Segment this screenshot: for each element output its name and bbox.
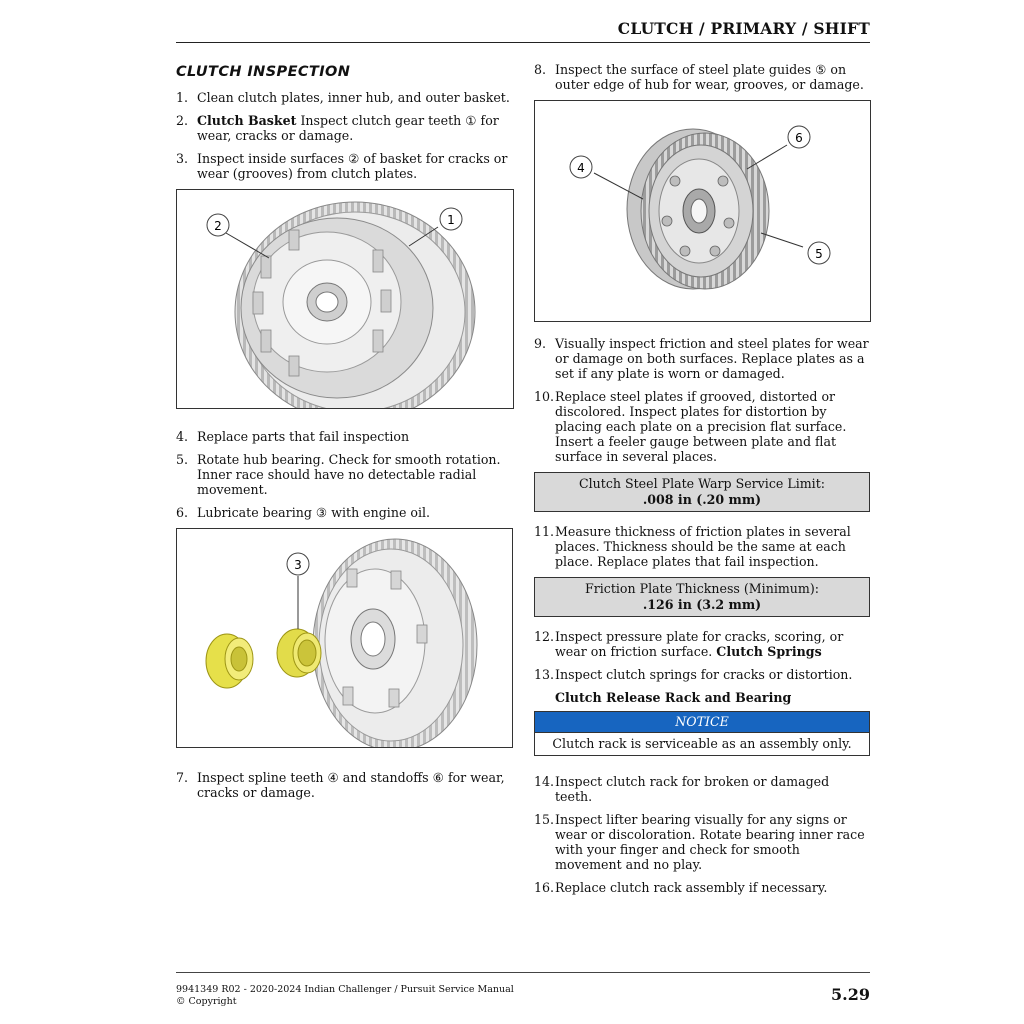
notice-box <box>534 711 870 756</box>
step-4 <box>176 429 514 444</box>
step-9 <box>534 336 870 381</box>
callout-2: 2 <box>214 219 222 233</box>
step-2 <box>176 113 514 143</box>
step-5 <box>176 452 514 497</box>
step-bold-label: Clutch Springs <box>716 644 822 659</box>
inner-hub-illustration <box>535 101 870 321</box>
spec-label: Clutch Steel Plate Warp Service Limit: <box>578 476 825 491</box>
callout-4: 4 <box>577 161 585 175</box>
step-text: Measure thickness of friction plates in several places. Thickness should be the same at each place. Replace plates that fail inspection. <box>555 524 851 569</box>
step-number: 10. <box>534 389 555 404</box>
figure-clutch-basket <box>176 189 514 409</box>
notice-text: Clutch rack is serviceable as an assembly only. <box>535 732 869 755</box>
step-number: 9. <box>534 336 547 351</box>
page-number: 5.29 <box>831 985 870 1004</box>
step-text <box>555 629 870 659</box>
step-number: 1. <box>176 90 189 105</box>
step-number: 5. <box>176 452 189 467</box>
hub-bearing-illustration <box>177 529 512 747</box>
section-title: CLUTCH INSPECTION <box>176 64 351 80</box>
step-11 <box>534 524 870 569</box>
step-text: Replace parts that fail inspection <box>197 429 410 444</box>
step-text: Visually inspect friction and steel plates for wear or damage on both surfaces. Replace plates as a set if any plate is worn or damaged. <box>555 336 869 381</box>
callout-6: 6 <box>795 131 803 145</box>
needle-bearing <box>277 629 321 677</box>
step-number: 8. <box>534 62 547 77</box>
step-15 <box>534 812 870 872</box>
header-rule <box>176 42 870 43</box>
step-13 <box>534 667 870 682</box>
spec-value: .008 in (.20 mm) <box>642 492 762 507</box>
footer-rule <box>176 972 870 973</box>
step-text: Inspect inside surfaces ② of basket for cracks or wear (grooves) from clutch plates. <box>197 151 508 181</box>
header-title: CLUTCH / PRIMARY / SHIFT <box>617 19 870 38</box>
step-12 <box>534 629 870 659</box>
spec-friction-thickness <box>534 577 870 617</box>
step-number: 4. <box>176 429 189 444</box>
step-text-main: Inspect pressure plate for cracks, scoring, or wear on friction surface. <box>555 629 844 659</box>
step-text: Inspect the surface of steel plate guides ⑤ on outer edge of hub for wear, grooves, or damage. <box>555 62 864 92</box>
right-column <box>534 62 870 903</box>
bearing-race <box>206 634 253 688</box>
callout-1: 1 <box>447 213 455 227</box>
step-text: Inspect spline teeth ④ and standoffs ⑥ for wear, cracks or damage. <box>197 770 505 800</box>
step-text <box>197 113 514 143</box>
step-6 <box>176 505 514 520</box>
step-3 <box>176 151 514 181</box>
step-10 <box>534 389 870 464</box>
step-number: 11. <box>534 524 555 539</box>
step-8 <box>534 62 870 92</box>
step-14 <box>534 774 870 804</box>
footer-manual: 9941349 R02 - 2020-2024 Indian Challenger / Pursuit Service Manual <box>176 984 514 995</box>
step-text: Clean clutch plates, inner hub, and outer basket. <box>197 90 510 105</box>
step-text: Rotate hub bearing. Check for smooth rotation. Inner race should have no detectable radial movement. <box>197 452 501 497</box>
spec-warp-limit <box>534 472 870 512</box>
step-text: Inspect clutch rack for broken or damaged teeth. <box>555 774 830 804</box>
step-number: 6. <box>176 505 189 520</box>
step-number: 3. <box>176 151 189 166</box>
subhead-release-rack: Clutch Release Rack and Bearing <box>555 690 792 705</box>
step-number: 14. <box>534 774 555 789</box>
step-7 <box>176 770 514 800</box>
figure-hub-bearing <box>176 528 513 748</box>
step-number: 13. <box>534 667 555 682</box>
spec-label: Friction Plate Thickness (Minimum): <box>585 581 819 596</box>
footer-copyright: © Copyright <box>176 996 237 1007</box>
step-text: Replace clutch rack assembly if necessary. <box>555 880 828 895</box>
clutch-basket-illustration <box>177 190 513 408</box>
notice-title: NOTICE <box>535 712 869 732</box>
callout-3: 3 <box>294 558 302 572</box>
step-text: Replace steel plates if grooved, distorted or discolored. Inspect plates for distortion by placing each plate on a precision flat surface. Insert a feeler gauge between plate and flat surface in several places. <box>555 389 847 464</box>
step-16 <box>534 880 870 895</box>
step-number: 15. <box>534 812 555 827</box>
step-text: Inspect clutch springs for cracks or distortion. <box>555 667 853 682</box>
step-bold-label: Clutch Basket <box>197 113 297 128</box>
step-number: 7. <box>176 770 189 785</box>
step-text-rest: Inspect clutch gear teeth ① for wear, cracks or damage. <box>197 113 499 143</box>
step-number: 16. <box>534 880 555 895</box>
spec-value: .126 in (3.2 mm) <box>642 597 762 612</box>
figure-inner-hub <box>534 100 871 322</box>
left-column <box>176 62 514 808</box>
step-1 <box>176 90 514 105</box>
step-number: 2. <box>176 113 189 128</box>
step-number: 12. <box>534 629 555 644</box>
callout-5: 5 <box>815 247 823 261</box>
step-text: Inspect lifter bearing visually for any signs or wear or discoloration. Rotate bearing inner race with your finger and check for smooth movement and no play. <box>555 812 865 872</box>
footer-info <box>176 984 514 1008</box>
step-text: Lubricate bearing ③ with engine oil. <box>197 505 431 520</box>
